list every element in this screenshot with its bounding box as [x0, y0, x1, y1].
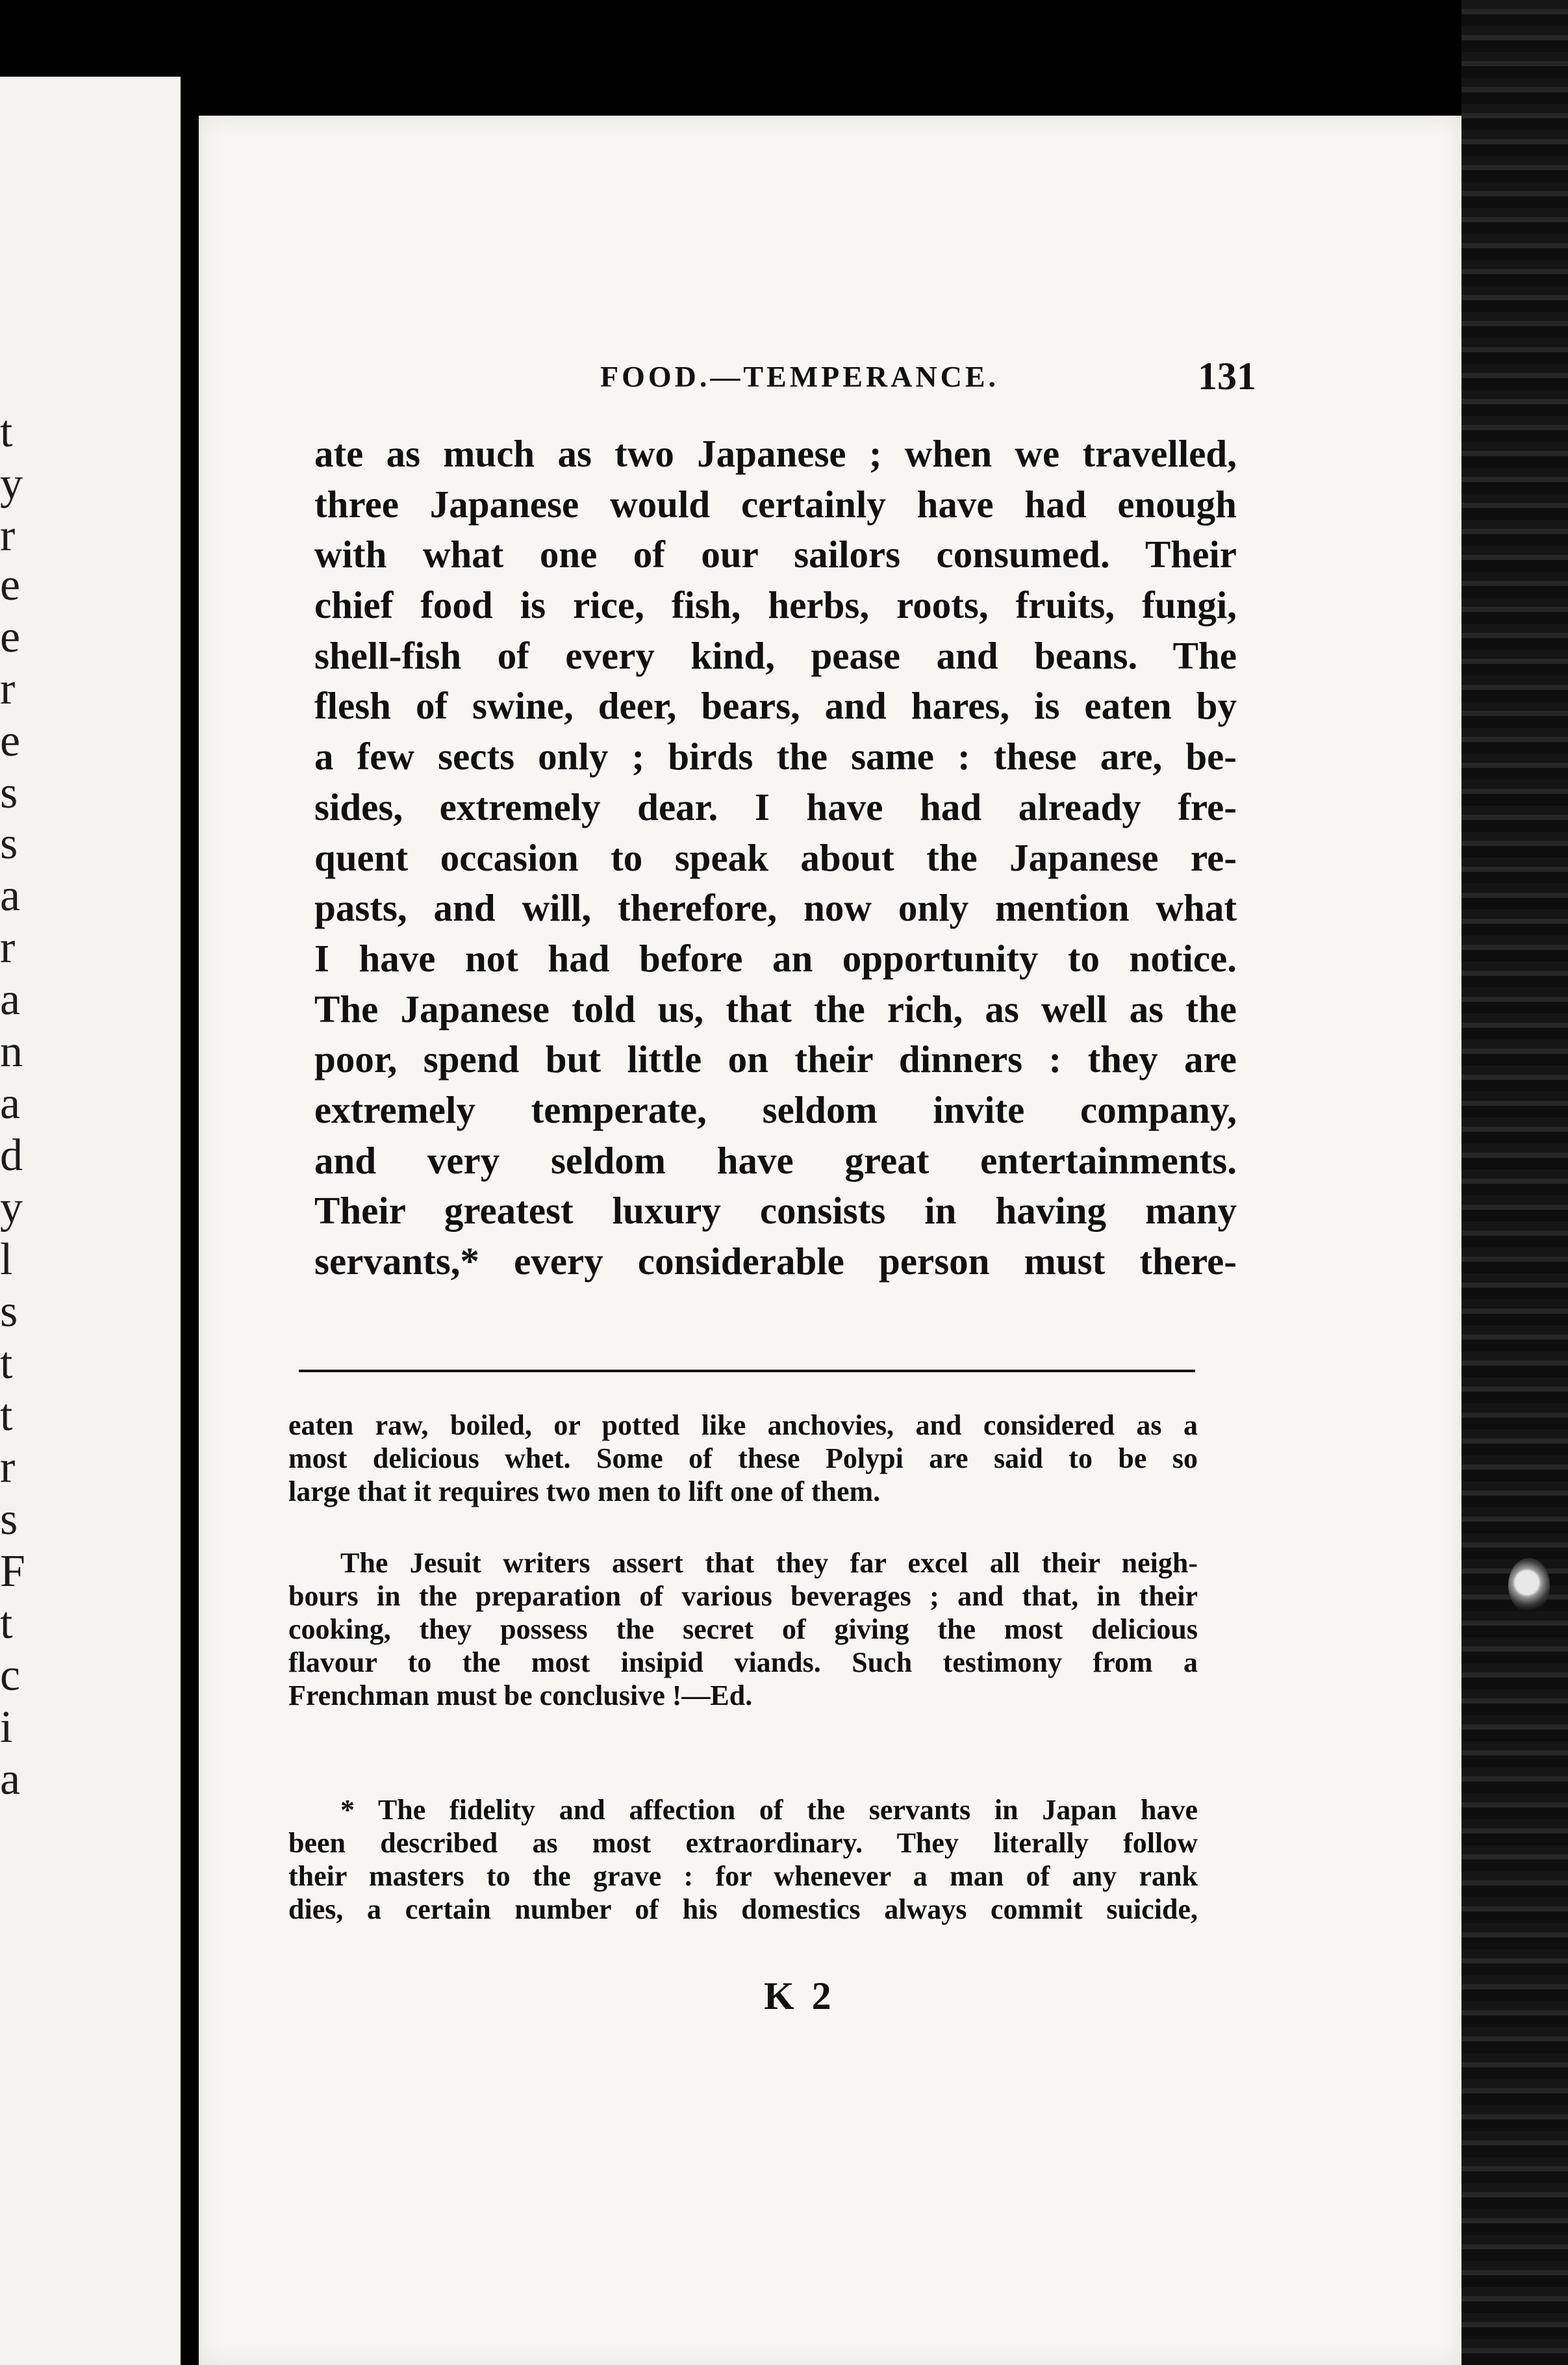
footnote-line: * The fidelity and affection of the servants in Japan have — [340, 1794, 1198, 1826]
previous-page-letter: t — [0, 407, 13, 457]
previous-page-letter: t — [0, 1598, 13, 1648]
book-cover-edge — [1461, 0, 1568, 2365]
footnote-line: been described as most extraordinary. They literally follow — [288, 1827, 1198, 1859]
footnote-line: cooking, they possess the secret of giving the most delicious — [288, 1613, 1198, 1645]
running-title: FOOD.—TEMPERANCE. — [600, 360, 999, 393]
footnote-line: The Jesuit writers assert that they far excel all their neigh- — [340, 1547, 1198, 1579]
body-line: pasts, and will, therefore, now only mention what — [314, 886, 1237, 930]
footnote-line: their masters to the grave : for whenever a man of any rank — [288, 1860, 1198, 1892]
footnote-line: bours in the preparation of various beverages ; and that, in their — [288, 1580, 1198, 1612]
running-head — [392, 354, 1256, 406]
footnote-line: dies, a certain number of his domestics always commit suicide, — [288, 1893, 1198, 1925]
body-line: three Japanese would certainly have had enough — [314, 482, 1237, 526]
previous-page-letter: s — [0, 1494, 18, 1544]
previous-page-letter: l — [0, 1234, 13, 1285]
body-line: ate as much as two Japanese ; when we travelled, — [314, 432, 1237, 475]
body-line: I have not had before an opportunity to notice. — [314, 936, 1237, 980]
previous-page-letter: i — [0, 1702, 13, 1752]
previous-page-letter: d — [0, 1131, 23, 1181]
body-line: a few sects only ; birds the same : these are, be- — [314, 735, 1237, 778]
previous-page-letter: n — [0, 1027, 23, 1077]
previous-page-letter: r — [0, 511, 16, 561]
body-line: Their greatest luxury consists in having many — [314, 1189, 1237, 1233]
previous-page-letter: s — [0, 819, 18, 869]
body-line: and very seldom have great entertainments. — [314, 1138, 1237, 1182]
previous-page-letter: s — [0, 1286, 18, 1336]
body-line: flesh of swine, deer, bears, and hares, is eaten by — [314, 684, 1237, 728]
previous-page-letter: e — [0, 612, 21, 662]
previous-page-letter: a — [0, 975, 21, 1025]
previous-page-letter: t — [0, 1338, 13, 1388]
footnote-line: large that it requires two men to lift one of them. — [288, 1476, 881, 1507]
footnote-line: flavour to the most insipid viands. Such testimony from a — [288, 1646, 1198, 1678]
body-line: poor, spend but little on their dinners : they are — [314, 1038, 1237, 1081]
previous-page-letter: y — [0, 1182, 23, 1233]
page-number: 131 — [1198, 355, 1256, 398]
footnote-rule — [299, 1370, 1195, 1372]
previous-page-letter: e — [0, 560, 21, 610]
previous-page-letter: c — [0, 1650, 21, 1700]
signature-mark: K 2 — [764, 1975, 835, 2017]
previous-page-letter: a — [0, 871, 21, 921]
previous-page-letter: y — [0, 459, 23, 509]
previous-page-letter: r — [0, 664, 16, 714]
footnote-servants — [288, 1793, 1198, 1926]
previous-page-letter: r — [0, 1442, 16, 1492]
body-line: shell-fish of every kind, pease and beans. The — [314, 633, 1237, 677]
footnote-line: eaten raw, boiled, or potted like anchovies, and considered as a — [288, 1409, 1198, 1441]
body-line: extremely temperate, seldom invite company, — [314, 1088, 1237, 1131]
body-line: quent occasion to speak about the Japanese re- — [314, 836, 1237, 879]
previous-page-letter: r — [0, 923, 16, 973]
footnote-line: Frenchman must be conclusive !—Ed. — [288, 1680, 753, 1711]
body-line: sides, extremely dear. I have had already fre- — [314, 785, 1237, 828]
body-text — [314, 429, 1237, 1287]
previous-page-edge — [0, 77, 181, 2365]
previous-page-letter: a — [0, 1754, 21, 1804]
body-line: servants,* every considerable person must there- — [314, 1240, 1237, 1283]
footnote-continuation — [288, 1409, 1198, 1508]
previous-page-letter: F — [0, 1546, 25, 1596]
body-line: with what one of our sailors consumed. Their — [314, 533, 1237, 576]
footnote-line: most delicious whet. Some of these Polypi are said to be so — [288, 1442, 1198, 1474]
footnote-editor-remark — [288, 1546, 1198, 1712]
previous-page-letter: s — [0, 768, 18, 818]
body-line: The Japanese told us, that the rich, as well as the — [314, 987, 1237, 1030]
body-line: chief food is rice, fish, herbs, roots, fruits, fungi, — [314, 583, 1237, 627]
previous-page-letter: a — [0, 1079, 21, 1129]
previous-page-letter: t — [0, 1390, 13, 1440]
decorative-ornament — [1508, 1558, 1550, 1613]
previous-page-letter: e — [0, 716, 21, 766]
